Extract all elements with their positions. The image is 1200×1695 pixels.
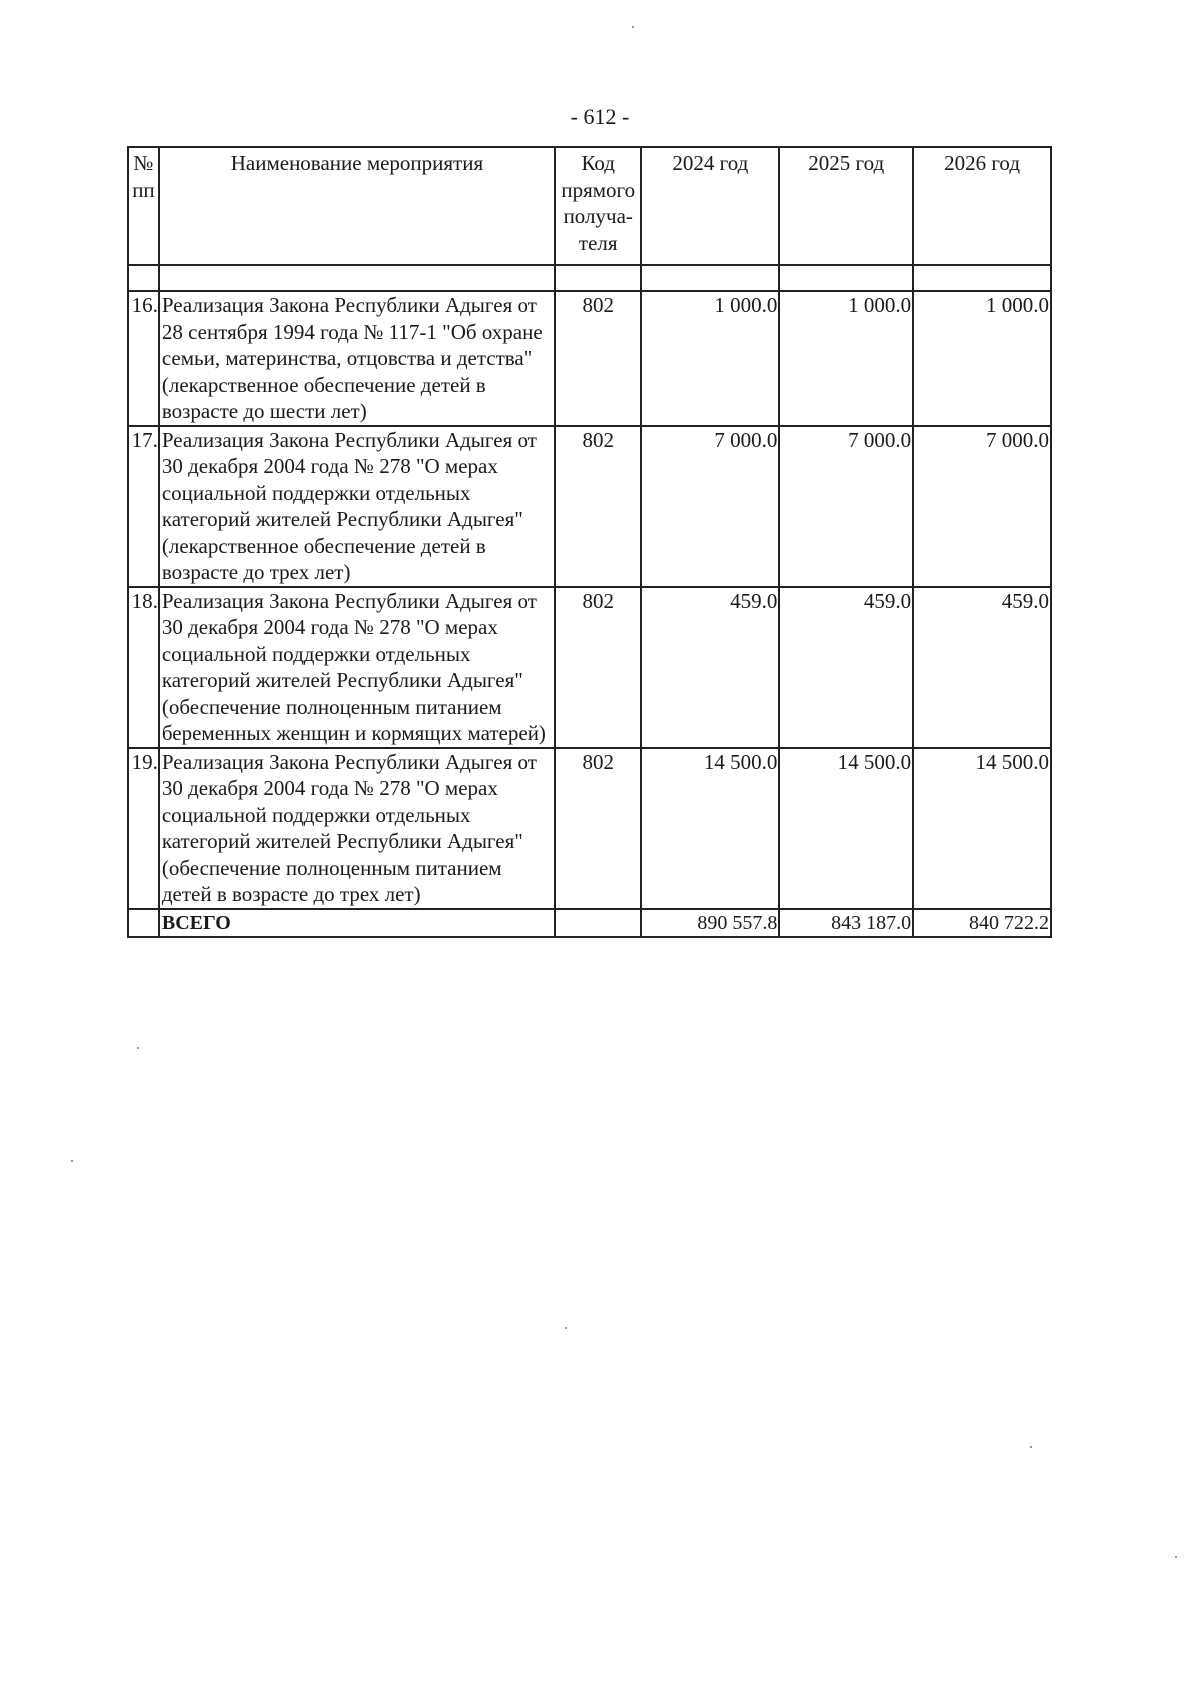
row-number: 17. bbox=[128, 426, 159, 587]
total-amount-2025: 843 187.0 bbox=[779, 909, 913, 937]
total-num-cell bbox=[128, 909, 159, 937]
row-amount-2026: 1 000.0 bbox=[913, 291, 1051, 426]
total-row bbox=[128, 909, 1051, 937]
total-amount-2024: 890 557.8 bbox=[641, 909, 779, 937]
scan-speck bbox=[1175, 1556, 1177, 1558]
budget-table bbox=[127, 146, 1052, 938]
row-number: 18. bbox=[128, 587, 159, 748]
row-amount-2026: 7 000.0 bbox=[913, 426, 1051, 587]
header-year-2024: 2024 год bbox=[641, 147, 779, 265]
page-number: - 612 - bbox=[570, 104, 630, 129]
spacer-cell bbox=[641, 265, 779, 291]
row-amount-2024: 14 500.0 bbox=[641, 748, 779, 909]
header-code-line-2: прямого bbox=[561, 177, 636, 202]
spacer-cell bbox=[555, 265, 641, 291]
header-code bbox=[555, 147, 641, 265]
row-amount-2026: 14 500.0 bbox=[913, 748, 1051, 909]
total-amount-2026: 840 722.2 bbox=[913, 909, 1051, 937]
scan-speck bbox=[565, 1327, 567, 1329]
header-num-line-1: № bbox=[133, 151, 154, 175]
row-amount-2024: 7 000.0 bbox=[641, 426, 779, 587]
row-number: 16. bbox=[128, 291, 159, 426]
spacer-cell bbox=[913, 265, 1051, 291]
table-row bbox=[128, 587, 1051, 748]
row-amount-2025: 459.0 bbox=[779, 587, 913, 748]
header-code-line-4: теля bbox=[578, 230, 618, 255]
scan-speck bbox=[137, 1047, 139, 1049]
scan-speck bbox=[632, 26, 634, 28]
scan-speck bbox=[71, 1160, 73, 1162]
row-amount-2025: 7 000.0 bbox=[779, 426, 913, 587]
row-code: 802 bbox=[555, 291, 641, 426]
header-code-line-3: получа- bbox=[563, 204, 633, 228]
header-year-2026: 2026 год bbox=[913, 147, 1051, 265]
table-spacer-row bbox=[128, 265, 1051, 291]
row-code: 802 bbox=[555, 587, 641, 748]
table-row bbox=[128, 426, 1051, 587]
row-amount-2025: 14 500.0 bbox=[779, 748, 913, 909]
table-row bbox=[128, 748, 1051, 909]
spacer-cell bbox=[779, 265, 913, 291]
table-header-row bbox=[128, 147, 1051, 265]
row-number: 19. bbox=[128, 748, 159, 909]
row-amount-2024: 1 000.0 bbox=[641, 291, 779, 426]
row-code: 802 bbox=[555, 748, 641, 909]
header-name: Наименование мероприятия bbox=[159, 147, 555, 265]
scan-speck bbox=[1030, 1446, 1032, 1448]
header-year-2025: 2025 год bbox=[779, 147, 913, 265]
total-label: ВСЕГО bbox=[159, 909, 555, 937]
spacer-cell bbox=[128, 265, 159, 291]
header-num-line-2: пп bbox=[132, 177, 155, 202]
spacer-cell bbox=[159, 265, 555, 291]
table-row bbox=[128, 291, 1051, 426]
row-amount-2024: 459.0 bbox=[641, 587, 779, 748]
total-code-cell bbox=[555, 909, 641, 937]
row-name: Реализация Закона Республики Адыгея от 28 сентября 1994 года № 117-1 "Об охране семьи, материнства, отцовства и детства" (лекарственное обеспечение детей в возрасте до шести лет) bbox=[159, 291, 555, 426]
row-amount-2026: 459.0 bbox=[913, 587, 1051, 748]
row-name: Реализация Закона Республики Адыгея от 30 декабря 2004 года № 278 "О мерах социальной поддержки отдельных категорий жителей Республики Адыгея" (обеспечение полноценным питанием детей в возрасте до трех лет) bbox=[159, 748, 555, 909]
row-code: 802 bbox=[555, 426, 641, 587]
header-num bbox=[128, 147, 159, 265]
row-name: Реализация Закона Республики Адыгея от 30 декабря 2004 года № 278 "О мерах социальной поддержки отдельных категорий жителей Республики Адыгея" (лекарственное обеспечение детей в возрасте до трех лет) bbox=[159, 426, 555, 587]
row-amount-2025: 1 000.0 bbox=[779, 291, 913, 426]
header-code-line-1: Код bbox=[581, 151, 615, 175]
row-name: Реализация Закона Республики Адыгея от 30 декабря 2004 года № 278 "О мерах социальной поддержки отдельных категорий жителей Республики Адыгея" (обеспечение полноценным питанием беременных женщин и кормящих матерей) bbox=[159, 587, 555, 748]
